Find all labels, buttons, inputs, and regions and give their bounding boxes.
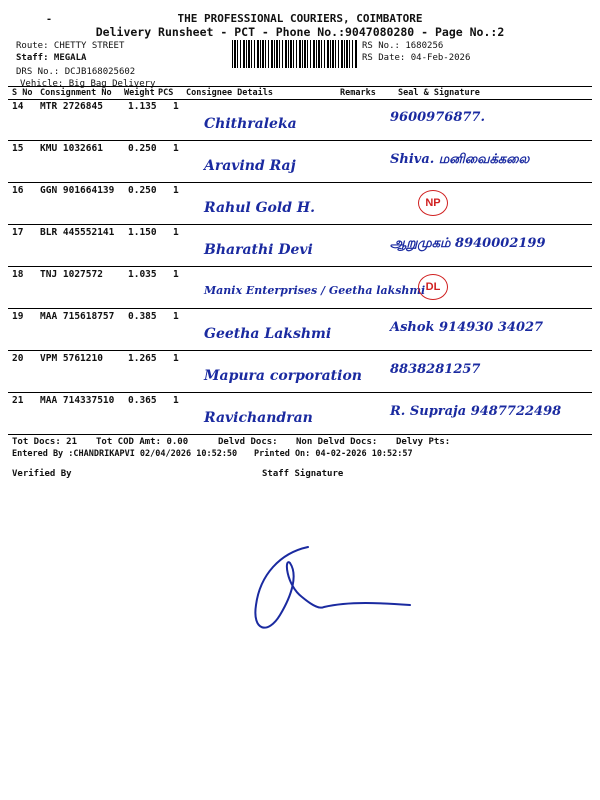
col-seal: Seal & Signature: [398, 88, 480, 98]
table-row: [8, 350, 592, 393]
pcs-cell: 1: [173, 311, 179, 322]
sno-cell: 21: [12, 395, 24, 406]
col-remarks: Remarks: [340, 88, 376, 98]
handwritten-signature: [240, 535, 440, 645]
weight-cell: 0.365: [128, 395, 157, 406]
weight-cell: 1.135: [128, 101, 157, 112]
weight-cell: 0.250: [128, 185, 157, 196]
pcs-cell: 1: [173, 101, 179, 112]
weight-cell: 1.150: [128, 227, 157, 238]
consignment-cell: GGN 901664139: [40, 185, 115, 196]
consignee-handwriting: Chithraleka: [204, 116, 297, 132]
col-consignment: Consignment No: [40, 88, 112, 98]
table-row: [8, 224, 592, 267]
weight-cell: 0.250: [128, 143, 157, 154]
company-name: THE PROFESSIONAL COURIERS, COIMBATORE: [177, 12, 423, 25]
table-row: [8, 308, 592, 351]
tot-docs: Tot Docs: 21: [12, 437, 78, 447]
consignee-handwriting: Ravichandran: [204, 410, 313, 426]
rs-date: RS Date: 04-Feb-2026: [362, 53, 471, 63]
signature-handwriting: Shiva. மனிவைக்கலை: [390, 152, 530, 167]
rs-info: [362, 40, 470, 64]
entered-by: Entered By :CHANDRIKAPVI 02/04/2026 10:52:50: [12, 449, 238, 459]
barcode: [232, 40, 358, 68]
consignee-handwriting: Manix Enterprises / Geetha lakshmi: [204, 284, 426, 297]
col-sno: S No: [12, 88, 33, 98]
sno-cell: 14: [12, 101, 24, 112]
pcs-cell: 1: [173, 227, 179, 238]
weight-cell: 0.385: [128, 311, 157, 322]
delvy-pts: Delvy Pts:: [396, 437, 451, 447]
sno-cell: 17: [12, 227, 24, 238]
sno-cell: 15: [12, 143, 24, 154]
signature-handwriting: R. Supraja 9487722498: [390, 404, 562, 419]
signature-handwriting: 9600976877.: [390, 110, 485, 125]
pcs-cell: 1: [173, 185, 179, 196]
route-info: [16, 40, 155, 90]
pcs-cell: 1: [173, 143, 179, 154]
printed-on: Printed On: 04-02-2026 10:52:57: [254, 449, 413, 459]
runsheet-title: Delivery Runsheet - PCT - Phone No.:9047080280 - Page No.:2: [95, 25, 505, 39]
sno-cell: 20: [12, 353, 24, 364]
consignment-cell: TNJ 1027572: [40, 269, 103, 280]
rs-number: RS No.: 1680256: [362, 41, 444, 51]
tot-cod: Tot COD Amt: 0.00: [96, 437, 189, 447]
consignment-cell: MTR 2726845: [40, 101, 103, 112]
col-consignee: Consignee Details: [186, 88, 273, 98]
table-row: [8, 182, 592, 225]
delivery-status-stamp: DL: [418, 274, 448, 300]
sno-cell: 19: [12, 311, 24, 322]
col-pcs: PCS: [158, 88, 174, 98]
staff-signature-label: Staff Signature: [262, 469, 344, 479]
consignment-cell: MAA 715618757: [40, 311, 115, 322]
consignee-handwriting: Bharathi Devi: [204, 242, 313, 258]
table-row: [8, 98, 592, 141]
sno-cell: 16: [12, 185, 24, 196]
pcs-cell: 1: [173, 395, 179, 406]
table-row: [8, 392, 592, 435]
consignment-cell: VPM 5761210: [40, 353, 103, 364]
table-row: [8, 266, 592, 309]
non-delvd-docs: Non Delvd Docs:: [296, 437, 378, 447]
weight-cell: 1.035: [128, 269, 157, 280]
signature-handwriting: ஆறுமுகம் 8940002199: [390, 236, 546, 251]
pcs-cell: 1: [173, 353, 179, 364]
consignee-handwriting: Aravind Raj: [204, 158, 296, 174]
table-row: [8, 140, 592, 183]
consignee-handwriting: Rahul Gold H.: [204, 200, 315, 216]
delvd-docs: Delvd Docs:: [218, 437, 278, 447]
route: Route: CHETTY STREET: [16, 41, 125, 51]
consignee-handwriting: Geetha Lakshmi: [204, 326, 332, 342]
signature-handwriting: 8838281257: [390, 362, 481, 377]
delivery-status-stamp: NP: [418, 190, 448, 216]
col-weight: Weight: [124, 88, 155, 98]
consignment-cell: BLR 445552141: [40, 227, 115, 238]
header-mark: -: [46, 14, 53, 25]
weight-cell: 1.265: [128, 353, 157, 364]
sno-cell: 18: [12, 269, 24, 280]
signature-handwriting: Ashok 914930 34027: [390, 320, 544, 335]
vehicle: Vehicle: Big Bag Delivery: [20, 79, 156, 89]
consignee-handwriting: Mapura corporation: [204, 368, 362, 384]
verified-by-label: Verified By: [12, 469, 72, 479]
consignment-cell: MAA 714337510: [40, 395, 115, 406]
pcs-cell: 1: [173, 269, 179, 280]
drs-number: DRS No.: DCJB168025602: [16, 67, 136, 77]
staff: Staff: MEGALA: [16, 53, 87, 63]
consignment-cell: KMU 1032661: [40, 143, 103, 154]
